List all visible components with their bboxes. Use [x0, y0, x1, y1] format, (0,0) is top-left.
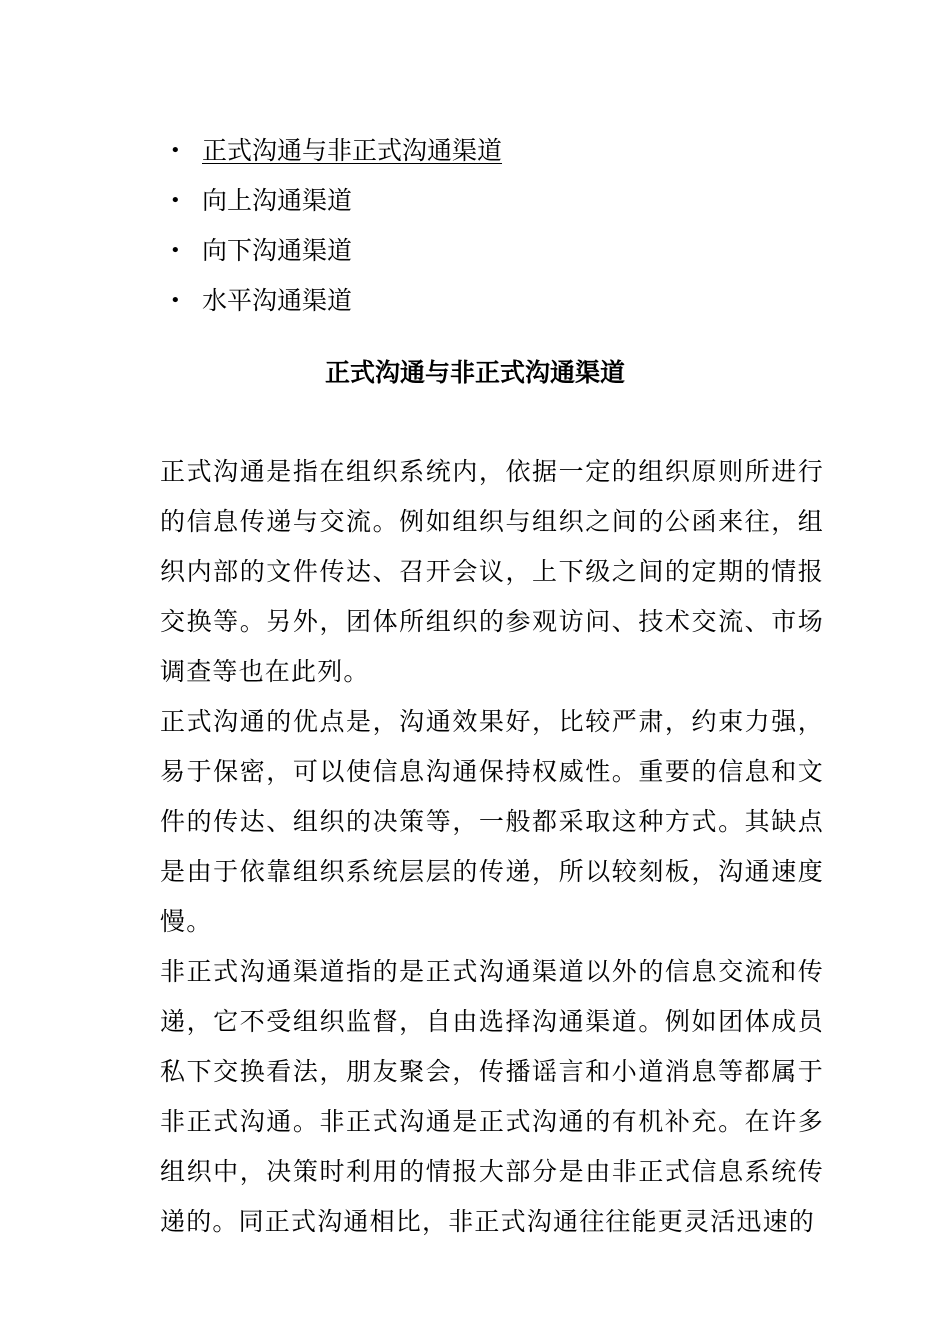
paragraph-informal-definition: 非正式沟通渠道指的是正式沟通渠道以外的信息交流和传递，它不受组织监督，自由选择沟通渠道。例如团体成员私下交换看法，朋友聚会，传播谣言和小道消息等都属于非正式沟通。非正式沟通是正式沟通的有机补充。在许多组织中，决策时利用的情报大部分是由非正式信息系统传递的。同正式沟通相比，非正式沟通往往能更灵活迅速的	[160, 957, 824, 1236]
toc-item-upward	[160, 178, 502, 228]
paragraph-formal-definition: 正式沟通是指在组织系统内，依据一定的组织原则所进行的信息传递与交流。例如组织与组织之间的公函来往，组织内部的文件传达、召开会议，上下级之间的定期的情报交换等。另外，团体所组织的参观访问、技术交流、市场调查等也在此列。	[160, 457, 824, 686]
body-text	[160, 447, 824, 1247]
bullet-icon: •	[170, 140, 181, 161]
toc-item-horizontal	[160, 278, 502, 328]
section-heading: 正式沟通与非正式沟通渠道	[324, 358, 625, 387]
toc-label-downward: 向下沟通渠道	[202, 236, 353, 265]
paragraph-formal-pros-cons: 正式沟通的优点是，沟通效果好，比较严肃，约束力强，易于保密，可以使信息沟通保持权威性。重要的信息和文件的传达、组织的决策等，一般都采取这种方式。其缺点是由于依靠组织系统层层的传递，所以较刻板，沟通速度慢。	[160, 707, 824, 936]
toc-link-formal-informal[interactable]: 正式沟通与非正式沟通渠道	[202, 136, 503, 165]
toc-item-downward	[160, 228, 502, 278]
bullet-icon: •	[170, 240, 181, 261]
toc-label-upward: 向上沟通渠道	[202, 186, 353, 215]
toc-label-horizontal: 水平沟通渠道	[202, 286, 353, 315]
bullet-icon: •	[170, 290, 181, 311]
table-of-contents	[160, 128, 502, 328]
bullet-icon: •	[170, 190, 181, 211]
toc-item-formal-informal[interactable]	[160, 128, 502, 178]
